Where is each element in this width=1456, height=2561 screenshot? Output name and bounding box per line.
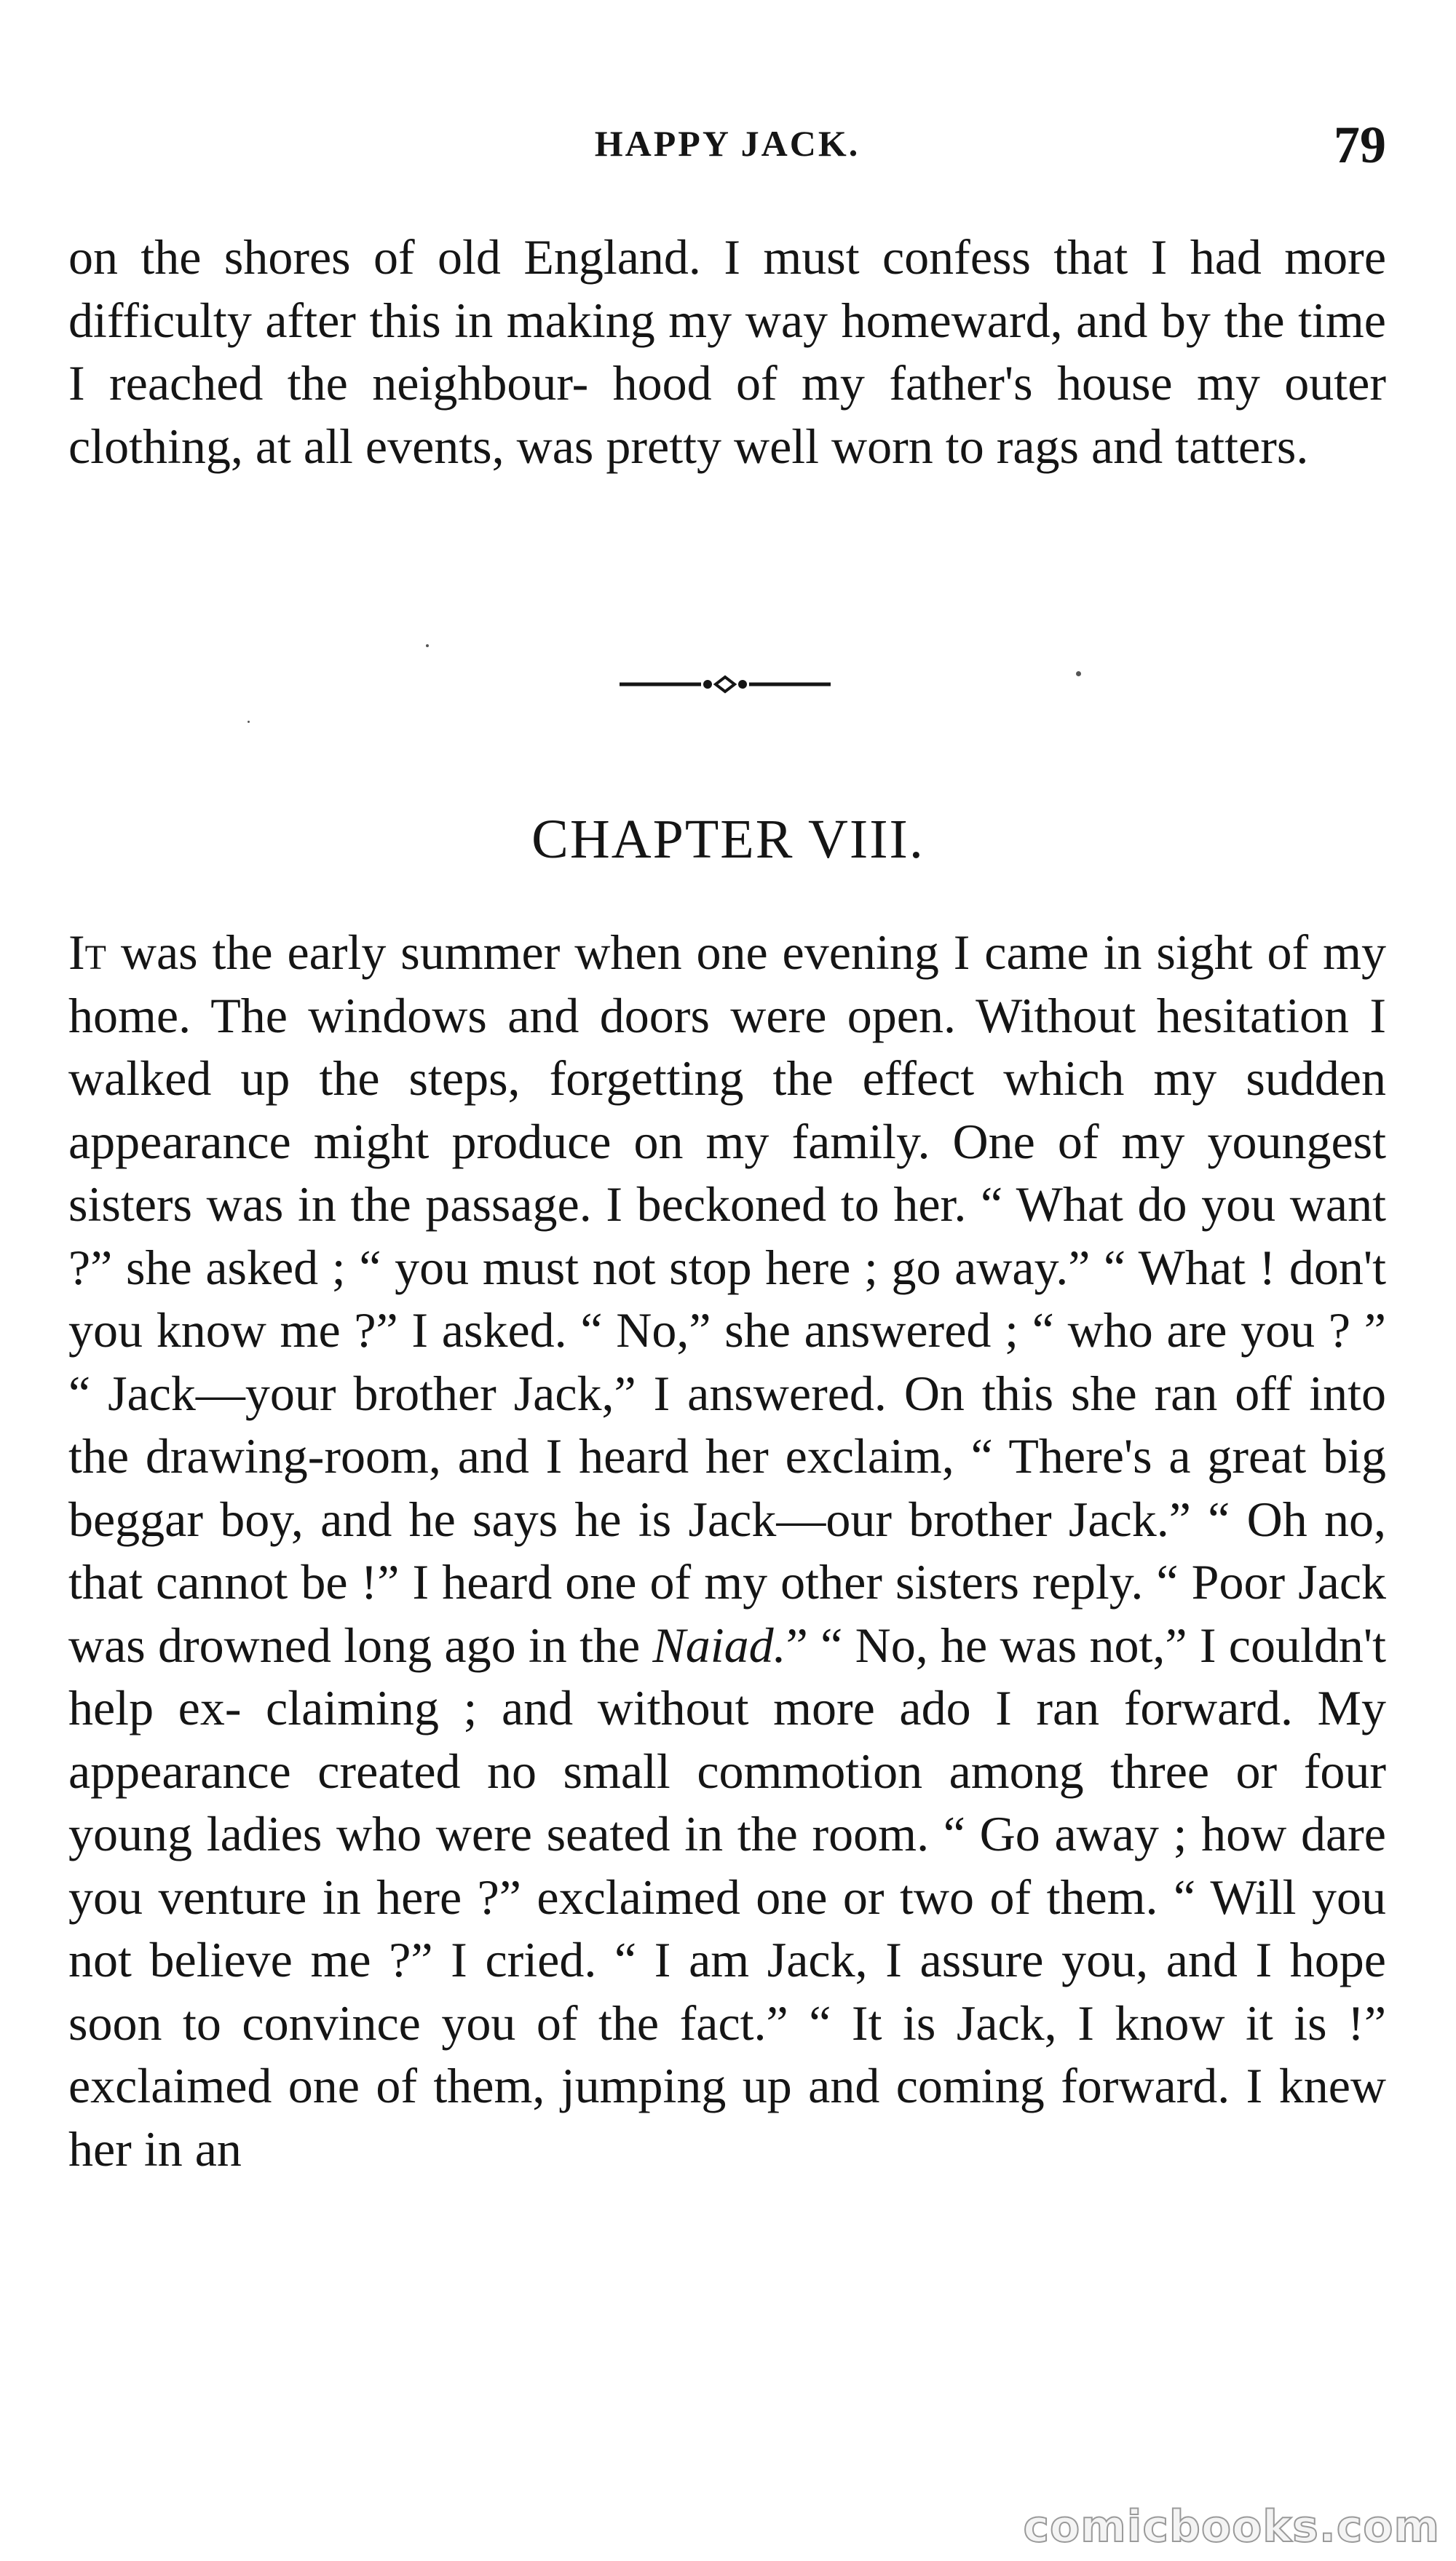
section-divider-ornament — [620, 670, 831, 699]
chapter-opening-word: It — [68, 925, 106, 980]
page-number: 79 — [1334, 116, 1386, 174]
continuation-paragraph — [68, 226, 1386, 478]
chapter-paragraph — [68, 921, 1386, 2180]
watermark: comicbooks.com — [1023, 2501, 1440, 2552]
running-title: HAPPY JACK. — [594, 123, 860, 164]
chapter-text-part-1: was the early summer when one evening I came in sight of my home. The windows and doors were open. Without hesitation I walked up the steps, forgetting the effect which my sudden appearance might produce on my family. One of my youngest sisters was in the passage. I beckoned to her. “ What do you want ?” she asked ; “ you must not stop here ; go away.” “ What ! don't you know me ?” I asked. “ No,” she answered ; “ who are you ? ” “ Jack—your brother Jack,” I answered. On this she ran off into the drawing-room, and I heard her exclaim, “ There's a great big beggar boy, and he says he is Jack—our brother Jack.” “ Oh no, that cannot be !” I heard one of my other sisters reply. “ Poor Jack was drowned long ago in the — [68, 925, 1386, 1673]
ship-name: Naiad. — [652, 1617, 786, 1673]
print-speck — [1076, 671, 1081, 676]
running-head — [68, 116, 1386, 181]
chapter-text-part-2: ” “ No, he was not,” I couldn't help ex- claiming ; and without more ado I ran forward. My appearance created no small commotion among three or four young ladies who were seated in the room. “ Go away ; how dare you venture in here ?” exclaimed one or two of them. “ Will you not believe me ?” I cried. “ I am Jack, I assure you, and I hope soon to convince you of the fact.” “ It is Jack, I know it is !” exclaimed one of them, jumping up and coming forward. I knew her in an — [68, 1617, 1386, 2177]
print-speck — [248, 721, 250, 723]
print-speck — [426, 644, 429, 647]
chapter-body — [68, 921, 1386, 2180]
continuation-text: on the shores of old England. I must confess that I had more difficulty after this in making my way homeward, and by the time I reached the neighbour- hood of my father's house my outer clothing, at all events, was pretty well worn to rags and tatters. — [68, 229, 1386, 474]
chapter-heading: CHAPTER VIII. — [531, 809, 925, 870]
